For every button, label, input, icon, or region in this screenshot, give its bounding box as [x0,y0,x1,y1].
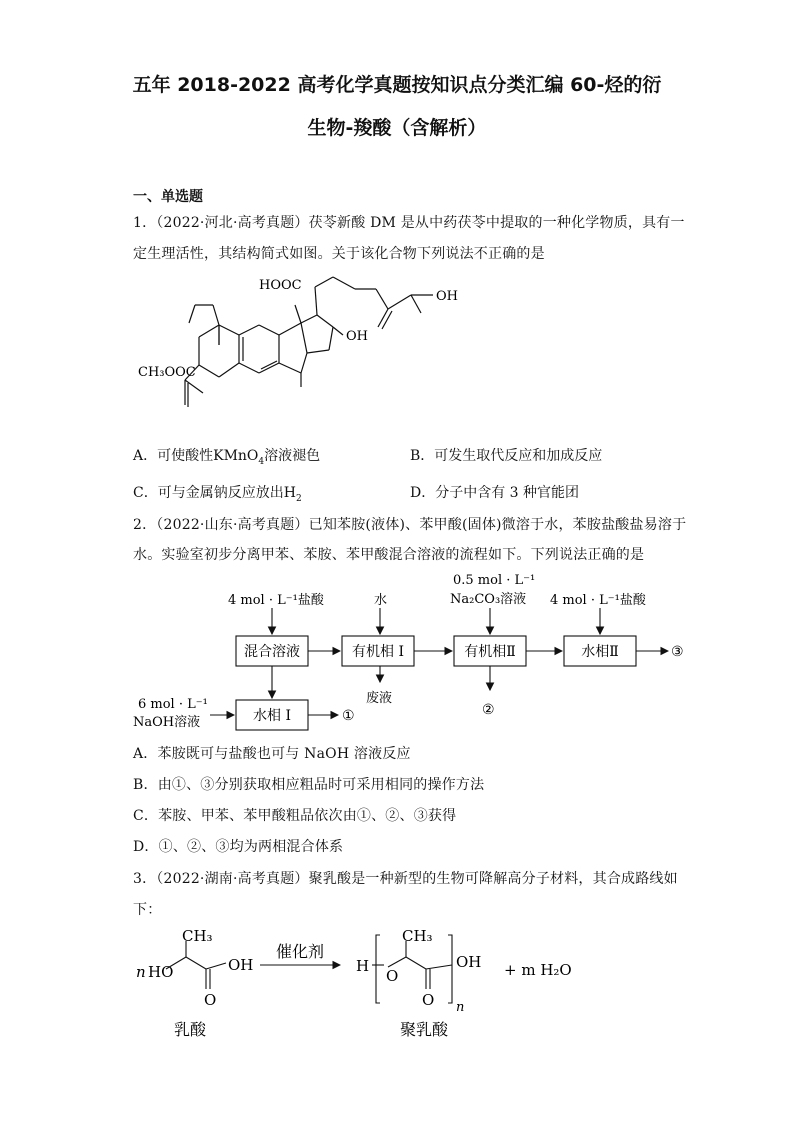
flow-box-aqueous-1: 水相 Ⅰ [253,708,291,724]
q3-n-coef: n [136,963,146,981]
q2-option-c[interactable]: C．苯胺、甲苯、苯甲酸粗品依次由①、②、③获得 [133,808,457,824]
flow-reagent-1: 4 mol · L⁻¹盐酸 [228,593,324,608]
q3-label-poly: 聚乳酸 [400,1020,449,1039]
q3-catalyst: 催化剂 [276,942,325,961]
q3-reaction-diagram [130,925,610,1045]
q3-ch3: CH₃ [182,927,213,945]
q1-label-oh-top: OH [436,289,458,304]
flow-reagent-3-line-1: 0.5 mol · L⁻¹ [453,573,536,588]
q3-stem-line-2: 下： [133,902,162,918]
q2-stem-line-2: 水。实验室初步分离甲苯、苯胺、苯甲酸混合溶液的流程如下。下列说法正确的是 [133,547,645,563]
q2-option-a[interactable]: A．苯胺既可与盐酸也可与 NaOH 溶液反应 [133,746,411,762]
q1-label-cooh: HOOC [259,278,302,293]
q2-stem-line-1: 2．（2022·山东·高考真题）已知苯胺(液体)、苯甲酸(固体)微溶于水，苯胺盐酸盐易溶于 [133,517,687,533]
title-line-1: 五年 2018-2022 高考化学真题按知识点分类汇编 60-烃的衍 [132,74,662,96]
flow-box-mixed: 混合溶液 [244,644,300,660]
q3-h: H [356,957,370,975]
q3-oh: OH [228,956,254,974]
q3-label-lactic: 乳酸 [174,1020,207,1039]
flow-reagent-2: 水 [374,593,388,608]
flow-naoh-line-2: NaOH溶液 [133,715,201,730]
flow-out-2: ② [482,702,495,718]
q1-structure-diagram [133,265,473,440]
q2-flow-diagram [130,568,700,738]
q1-stem-line-1: 1．（2022·河北·高考真题）茯苓新酸 DM 是从中药茯苓中提取的一种化学物质，具有一 [133,215,685,231]
q3-ch3-poly: CH₃ [402,927,433,945]
q3-o: O [204,991,217,1009]
q3-stem-line-1: 3．（2022·湖南·高考真题）聚乳酸是一种新型的生物可降解高分子材料，其合成路线如 [133,871,678,887]
q1-option-b[interactable]: B．可发生取代反应和加成反应 [410,448,603,464]
q1-label-oh-ring: OH [346,329,368,344]
q2-option-d[interactable]: D．①、②、③均为两相混合体系 [133,839,344,855]
q2-option-b[interactable]: B．由①、③分别获取相应粗品时可采用相同的操作方法 [133,777,485,793]
q3-ho: HO [148,963,174,981]
section-heading: 一、单选题 [133,189,203,205]
flow-reagent-4: 4 mol · L⁻¹盐酸 [550,593,646,608]
q3-water: + m H₂O [504,961,572,979]
flow-out-3: ③ [671,644,684,660]
flow-box-organic-2: 有机相Ⅱ [464,644,516,660]
q3-o-poly: O [422,991,435,1009]
q3-n-sub: n [456,1000,465,1015]
q3-o-chain: O [386,967,399,985]
flow-box-aqueous-2: 水相Ⅱ [581,644,619,660]
flow-reagent-3-line-2: Na₂CO₃溶液 [450,592,527,607]
q1-option-d[interactable]: D．分子中含有 3 种官能团 [410,485,580,501]
q1-option-a[interactable]: A．可使酸性KMnO$_4$溶液褪色 [133,448,321,467]
q1-stem-line-2: 定生理活性，其结构简式如图。关于该化合物下列说法不正确的是 [133,246,545,262]
title-line-2: 生物-羧酸（含解析） [307,117,487,139]
q1-option-c[interactable]: C．可与金属钠反应放出$H_2$ [133,485,302,504]
flow-out-1: ① [342,708,355,724]
q1-label-ester: CH₃OOC [138,365,196,380]
q3-oh-end: OH [456,953,482,971]
flow-naoh-line-1: 6 mol · L⁻¹ [138,697,208,712]
flow-waste: 废液 [366,691,393,706]
flow-box-organic-1: 有机相 Ⅰ [352,644,404,660]
